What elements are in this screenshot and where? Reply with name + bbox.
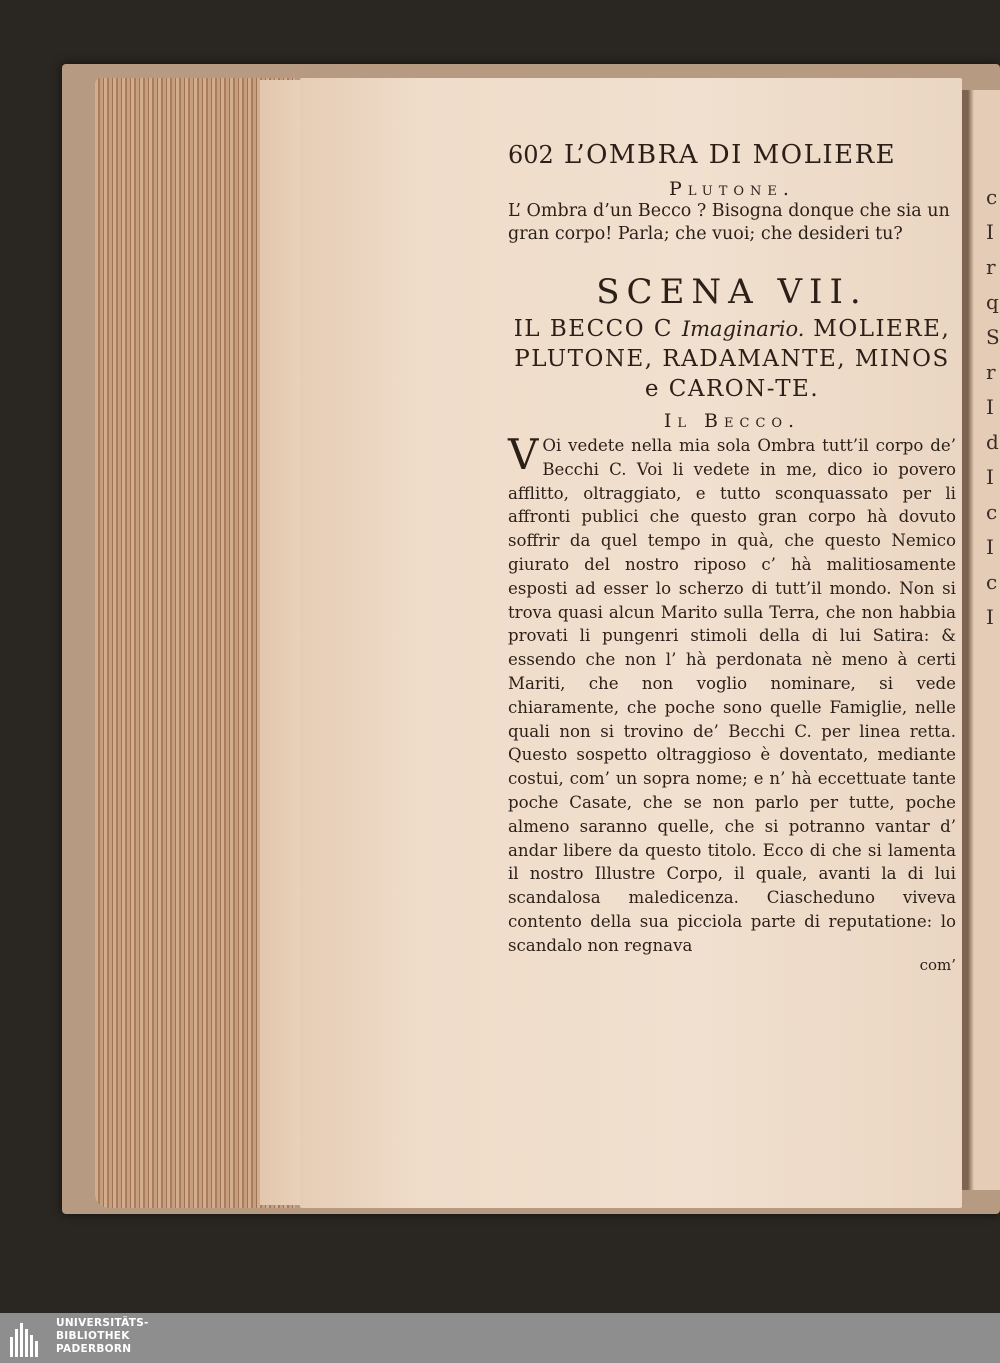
library-name-line: UNIVERSITÄTS- [56, 1317, 149, 1329]
scene-title: SCENA VII. [596, 272, 868, 312]
library-footer [0, 1313, 1000, 1363]
character-list-rest: MOLIERE, PLUTONE, RADAMANTE, MINOS e CARON-TE. [514, 316, 951, 402]
library-name [56, 1317, 149, 1356]
library-name-line: BIBLIOTHEK [56, 1330, 130, 1342]
running-title: L’OMBRA DI MOLIERE [563, 140, 897, 170]
drop-cap: V [508, 430, 539, 479]
character-list [508, 314, 956, 404]
character-list-part: IL BECCO C [513, 316, 674, 342]
page-header [508, 140, 956, 176]
speaker-name: Plutone. [669, 178, 795, 200]
character-list-italic: Imaginario. [681, 317, 805, 341]
catchword: com’ [919, 955, 956, 974]
speech-text [508, 430, 956, 958]
page-content [508, 140, 956, 974]
facing-page-text: c I r q S r I d I c I c I [986, 185, 1000, 629]
library-name-line: PADERBORN [56, 1343, 132, 1355]
library-logo-icon [6, 1319, 48, 1359]
speech-body: Oi vedete nella mia sola Ombra tutt’il corpo de’ Becchi C. Voi li vedete in me, dico io povero afflitto, oltraggiato, e tutto sconquassato per li affronti publici che questo gran corpo hà dovuto soffrir da quel tempo in quà, che questo Nemico giurato del nostro riposo c’ hà malitiosamente esposti ad esser lo scherzo di tutt’il mondo. Non si trova quasi alcun Marito sulla Terra, che non habbia provati li pungenri stimoli della di lui Satira: & essendo che non l’ hà perdonata nè meno à certi Mariti, che non voglio nominare, si vede chiaramente, che poche sono quelle Famiglie, nelle quali non si trovino de’ Becchi C. per linea retta. Questo sospetto oltraggioso è doventato, mediante costui, com’ un sopra nome; e n’ hà eccettuate tante poche Casate, che se non parlo per tutte, poche almeno saranno quelle, che si potranno vantar d’ andar libere da questo titolo. Ecco di che si lamenta il nostro Illustre Corpo, il quale, avanti la di lui scandalosa maledicenza. Ciascheduno viveva contento della sua picciola parte di reputatione: lo scandalo non regnava [508, 436, 956, 955]
speaker-name: Il Becco. [663, 410, 801, 432]
page-number: 602 [508, 141, 554, 169]
speech-text: L’ Ombra d’un Becco ? Bisogna donque che sia un gran corpo! Parla; che vuoi; che desideri tu? [508, 201, 950, 244]
